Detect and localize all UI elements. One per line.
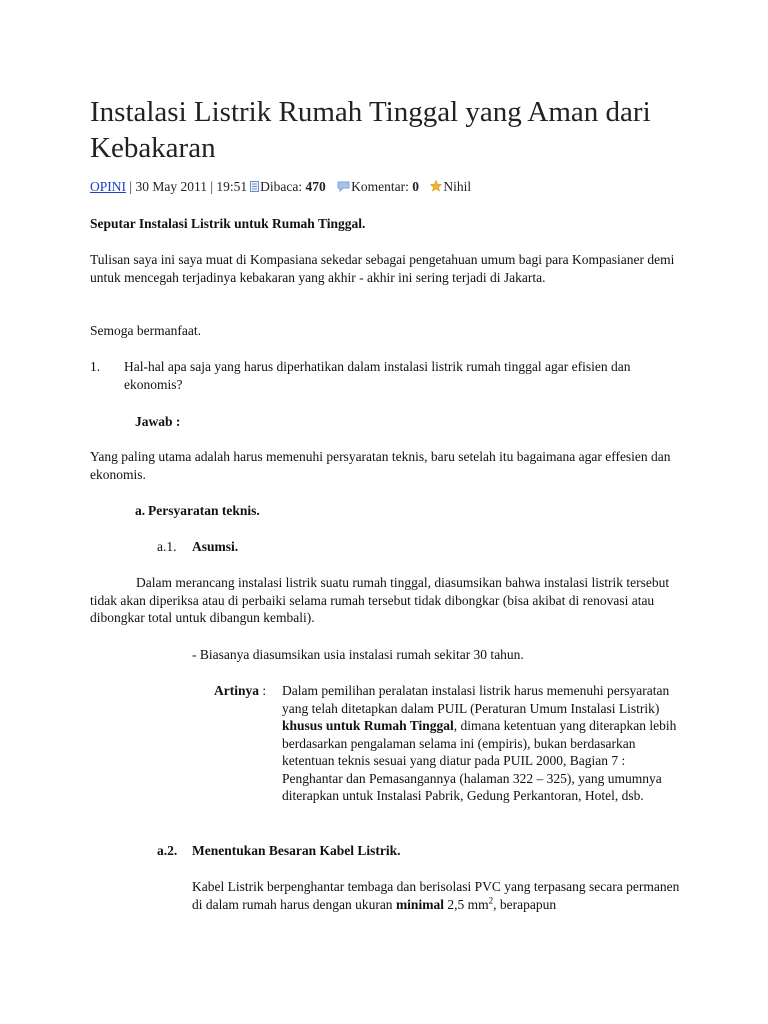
a2-text-start: Kabel Listrik berpenghantar tembaga dan berisolasi PVC yang terpasang secara permanen di dalam rumah harus dengan ukuran	[192, 879, 680, 912]
star-icon	[430, 179, 442, 196]
category-link[interactable]: OPINI	[90, 179, 126, 194]
article-subtitle: Seputar Instalasi Listrik untuk Rumah Tinggal.	[90, 216, 366, 231]
comments-count: 0	[412, 179, 420, 194]
meta-separator: |	[126, 179, 136, 194]
comments-label: Komentar:	[351, 179, 413, 194]
speech-bubble-icon	[337, 179, 350, 196]
a1-bullet: - Biasanya diasumsikan usia instalasi rumah sekitar 30 tahun.	[192, 647, 524, 662]
post-time: 19:51	[216, 179, 248, 194]
artinya-heading	[214, 682, 284, 700]
a2-title: Menentukan Besaran Kabel Listrik.	[192, 843, 401, 858]
meta-separator: |	[206, 179, 217, 194]
a1-label: a.1.	[157, 539, 177, 554]
answer-label: Jawab :	[135, 414, 181, 429]
question-text: Hal-hal apa saja yang harus diperhatikan dalam instalasi listrik rumah tinggal agar efisien dan ekonomis?	[124, 359, 631, 392]
a2-value: 2,5 mm	[443, 896, 489, 912]
a2-paragraph	[192, 878, 682, 913]
section-a-label: a.	[135, 503, 146, 518]
a1-paragraph: Dalam merancang instalasi listrik suatu rumah tinggal, diasumsikan bahwa instalasi listrik tersebut tidak akan diperiksa atau di perbaiki selama rumah tersebut tidak dibongkar (bisa akibat di renovasi atau dibongkar total untuk dibangun kembali).	[90, 575, 670, 625]
section-a-title: Persyaratan teknis.	[148, 503, 260, 518]
post-date: 30 May 2011	[135, 179, 207, 194]
artinya-label: Artinya	[214, 683, 259, 698]
a1-title: Asumsi.	[192, 539, 239, 554]
artinya-emphasis: khusus untuk Rumah Tinggal	[282, 718, 454, 733]
artinya-text-end: , dimana ketentuan yang diterapkan lebih berdasarkan pengalaman selama ini (empiris), bukan berdasarkan ketentuan teknis sesuai yang diatur pada PUIL 2000, Bagian 7 : Penghantar dan Pemasangannya (halaman 322 – 325), yang umumnya diterapkan untuk Instalasi Pabrik, Gedung Perkantoran, Hotel, dsb.	[282, 718, 677, 803]
a2-emphasis: minimal	[395, 896, 444, 912]
artinya-colon: :	[259, 683, 267, 698]
question-number: 1.	[90, 359, 101, 374]
closing-paragraph: Semoga bermanfaat.	[90, 323, 201, 338]
article-title: Instalasi Listrik Rumah Tinggal yang Aman dari Kebakaran	[90, 96, 651, 164]
a2-text-end: , berapapun	[493, 896, 557, 912]
a2-label: a.2.	[157, 843, 178, 858]
rating-label: Nihil	[443, 179, 472, 194]
views-count: 470	[305, 179, 326, 194]
artinya-text-start: Dalam pemilihan peralatan instalasi listrik harus memenuhi persyaratan yang telah ditetapkan dalam PUIL (Peraturan Umum Instalasi Listrik)	[282, 683, 670, 716]
artinya-paragraph	[282, 682, 682, 805]
intro-paragraph: Tulisan saya ini saya muat di Kompasiana sekedar sebagai pengetahuan umum bagi para Kompasianer demi untuk mencegah terjadinya kebakaran yang akhir - akhir ini sering terjadi di Jakarta.	[90, 252, 675, 285]
views-label: Dibaca:	[260, 179, 306, 194]
a2-superscript: 2	[488, 895, 494, 905]
document-icon	[250, 179, 259, 196]
article-meta	[90, 178, 471, 196]
answer-paragraph: Yang paling utama adalah harus memenuhi persyaratan teknis, baru setelah itu bagaimana agar effesien dan ekonomis.	[90, 449, 671, 482]
